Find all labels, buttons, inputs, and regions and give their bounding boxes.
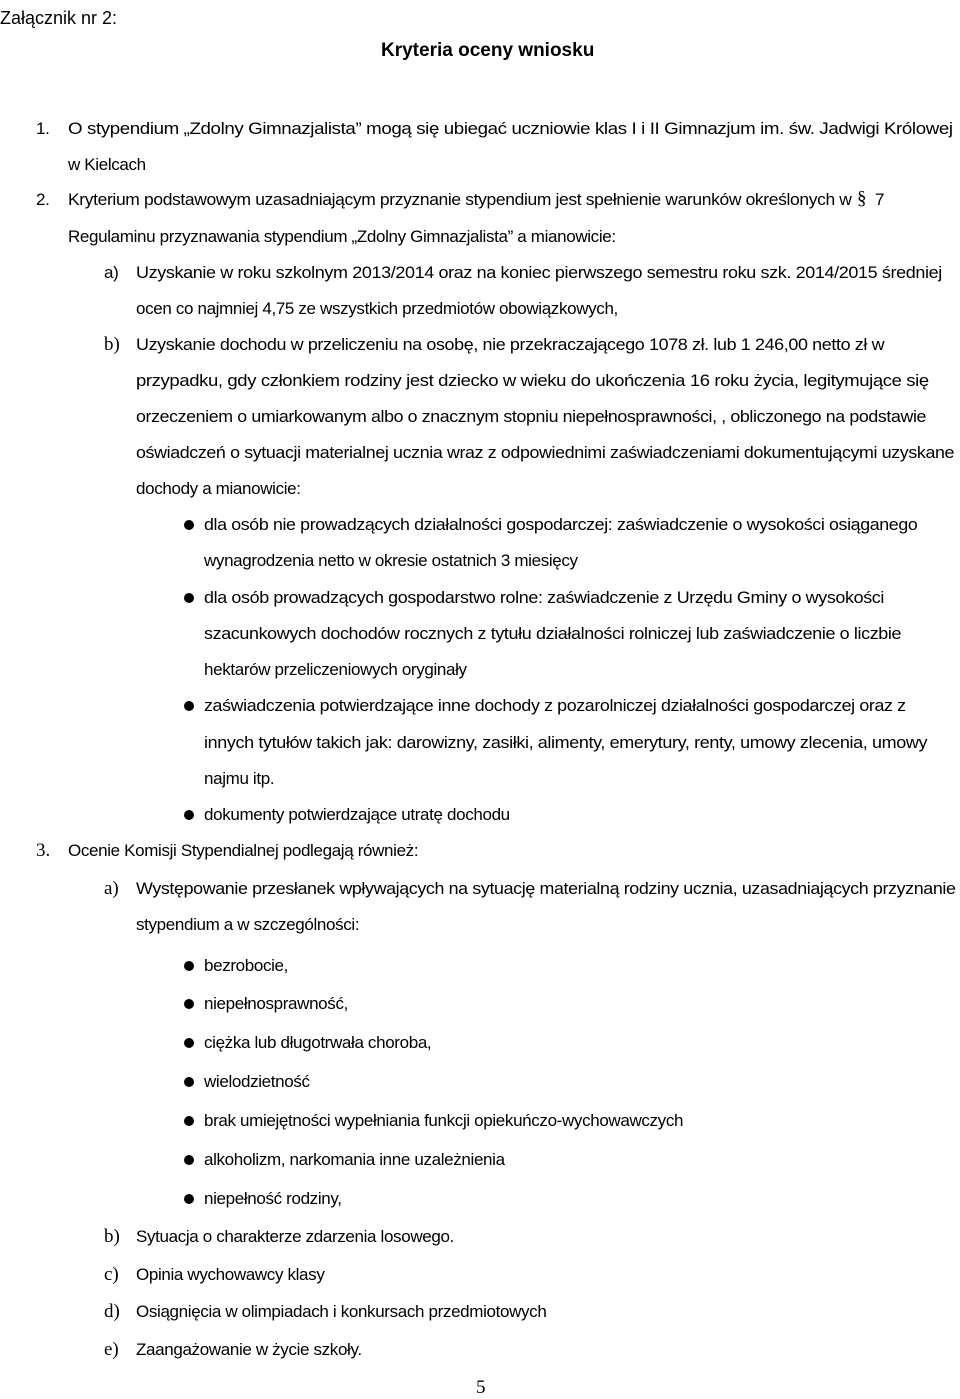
bullet-icon [184,1077,194,1087]
item-3a-line-2: stypendium a w szczególności: [136,915,360,934]
income-bullet-1-line-1: dla osób nie prowadzących działalności gospodarczej: zaświadczenie o wysokości osiąganego [204,515,918,534]
item-3d-label: d) [104,1301,120,1322]
item-2a-line-1: Uzyskanie w roku szkolnym 2013/2014 oraz na koniec pierwszego semestru roku szk. 2014/2015 średniej [136,263,942,282]
item-3b-label: b) [104,1226,120,1247]
section-2-line-2: Regulaminu przyznawania stypendium „Zdolny Gimnazjalista” a mianowicie: [68,227,616,246]
item-3e-text: Zaangażowanie w życie szkoły. [136,1340,362,1359]
item-3a-label: a) [104,878,119,899]
bullet-icon [184,961,194,971]
circumstance-bullet-6: alkoholizm, narkomania inne uzależnienia [204,1150,505,1169]
document-title: Kryteria oceny wniosku [381,40,595,61]
bullet-icon [184,701,194,711]
income-bullet-2-line-3: hektarów przeliczeniowych oryginały [204,660,467,679]
income-bullet-3-line-1: zaświadczenia potwierdzające inne dochody z pozarolniczej działalności gospodarczej oraz z [204,696,906,715]
bullet-icon [184,520,194,530]
circumstance-bullet-2: niepełnosprawność, [204,994,348,1013]
section-2-number: 2. [36,190,50,209]
paragraph-sign: § [857,188,867,209]
item-3c-text: Opinia wychowawcy klasy [136,1265,325,1284]
circumstance-bullet-1: bezrobocie, [204,956,289,975]
item-3e-label: e) [104,1339,119,1360]
bullet-icon [184,810,194,820]
item-3c-label: c) [104,1264,119,1285]
income-bullet-3-line-2: innych tytułów takich jak: darowizny, zasiłki, alimenty, emerytury, renty, umowy zlecenia, umowy [204,733,928,752]
bullet-icon [184,1116,194,1126]
section-2-line-1: Kryterium podstawowym uzasadniającym przyznanie stypendium jest spełnienie warunków określonych w [68,190,852,209]
item-3a-line-1: Występowanie przesłanek wpływających na sytuację materialną rodziny ucznia, uzasadniających przyznanie [136,879,956,898]
income-bullet-4-line-1: dokumenty potwierdzające utratę dochodu [204,805,510,824]
bullet-icon [184,1194,194,1204]
bullet-icon [184,1038,194,1048]
page-number: 5 [476,1377,486,1398]
bullet-icon [184,593,194,603]
circumstance-bullet-3: ciężka lub długotrwała choroba, [204,1033,432,1052]
item-2a-label: a) [104,263,119,282]
item-2b-line-3: orzeczeniem o umiarkowanym albo o znacznym stopniu niepełnosprawności, , obliczonego na podstawie [136,407,927,426]
bullet-icon [184,1155,194,1165]
item-3b-text: Sytuacja o charakterze zdarzenia losowego. [136,1227,454,1246]
income-bullet-2-line-1: dla osób prowadzących gospodarstwo rolne: zaświadczenie z Urzędu Gminy o wysokości [204,588,885,607]
item-2b-line-2: przypadku, gdy członkiem rodziny jest dziecko w wieku do ukończenia 16 roku życia, legitymujące się [136,371,929,390]
section-3-heading: Ocenie Komisji Stypendialnej podlegają również: [68,841,419,860]
item-2b-label: b) [104,334,120,355]
income-bullet-2-line-2: szacunkowych dochodów rocznych z tytułu działalności rolniczej lub zaświadczenie o liczbie [204,624,902,643]
appendix-label: Załącznik nr 2: [0,8,118,28]
section-2-line-1-end: 7 [875,190,885,209]
section-1-line-2: w Kielcach [68,155,146,174]
item-2b-line-5: dochody a mianowicie: [136,479,301,498]
income-bullet-1-line-2: wynagrodzenia netto w okresie ostatnich 3 miesięcy [204,551,578,570]
section-1-line-1: O stypendium „Zdolny Gimnazjalista” mogą się ubiegać uczniowie klas I i II Gimnazjum im. św. Jadwigi Królowej [68,119,953,138]
item-2b-line-4: oświadczeń o sytuacji materialnej ucznia wraz z odpowiednimi zaświadczeniami dokumentującymi uzyskane [136,443,955,462]
item-2b-line-1: Uzyskanie dochodu w przeliczeniu na osobę, nie przekraczającego 1078 zł. lub 1 246,00 netto zł w [136,335,885,354]
bullet-icon [184,999,194,1009]
item-3d-text: Osiągnięcia w olimpiadach i konkursach przedmiotowych [136,1302,547,1321]
circumstance-bullet-7: niepełność rodziny, [204,1189,342,1208]
section-1-number: 1. [36,119,50,138]
item-2a-line-2: ocen co najmniej 4,75 ze wszystkich przedmiotów obowiązkowych, [136,299,618,318]
circumstance-bullet-4: wielodzietność [204,1072,310,1091]
income-bullet-3-line-3: najmu itp. [204,769,275,788]
circumstance-bullet-5: brak umiejętności wypełniania funkcji opiekuńczo-wychowawczych [204,1111,684,1130]
section-3-number: 3. [36,840,51,861]
